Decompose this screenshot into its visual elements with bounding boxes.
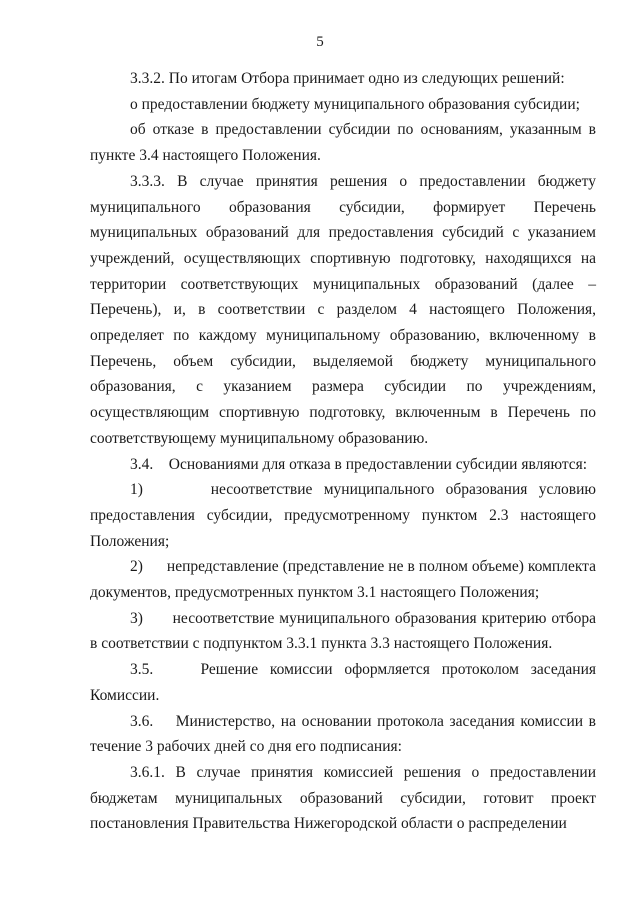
paragraph-3-5: 3.5. Решение комиссии оформляется протоколом заседания Комиссии. [90,661,596,704]
page-number: 5 [316,34,324,50]
paragraph-decision-refuse: об отказе в предоставлении субсидии по основаниям, указанным в пункте 3.4 настоящего Положения. [90,121,596,165]
paragraph-3-3-3: 3.3.3. В случае принятия решения о предоставлении бюджету муниципального образования субсидии, формирует Перечень муниципальных образований для предоставления субсидий с указанием учреждений, осуществляющих спортивную подготовку, находящихся на территории соответствующих муниципальных образований (далее – Перечень), и, в соответствии с разделом 4 настоящего Положения, определяет по каждому муниципальному образованию, включенному в Перечень, объем субсидии, выделяемой бюджету муниципального образования, с указанием размера субсидии по учреждениям, осуществляющим спортивную подготовку, включенным в Перечень по соответствующему муниципальному образованию. [90,172,596,447]
paragraph-3-6-1: 3.6.1. В случае принятия комиссией решения о предоставлении бюджетам муниципальных образований субсидии, готовит проект постановления Правительства Нижегородской области о распределении [90,763,596,833]
paragraph-3-6: 3.6. Министерство, на основании протокола заседания комиссии в течение 3 рабочих дней со дня его подписания: [90,712,596,756]
list-item-3: 3) несоответствие муниципального образования критерию отбора в соответствии с подпунктом 3.3.1 пункта 3.3 настоящего Положения. [90,609,596,653]
document-body [90,66,596,837]
paragraph-3-4: 3.4. Основаниями для отказа в предоставлении субсидии являются: [130,455,588,473]
list-item-1: 1) несоответствие муниципального образования условию предоставления субсидии, предусмотренному пунктом 2.3 настоящего Положения; [90,481,596,550]
list-item-2: 2) непредставление (представление не в полном объеме) комплекта документов, предусмотренных пунктом 3.1 настоящего Положения; [90,558,596,602]
paragraph-decision-grant: о предоставлении бюджету муниципального образования субсидии; [130,95,580,113]
paragraph-3-3-2: 3.3.2. По итогам Отбора принимает одно из следующих решений: [130,70,565,87]
